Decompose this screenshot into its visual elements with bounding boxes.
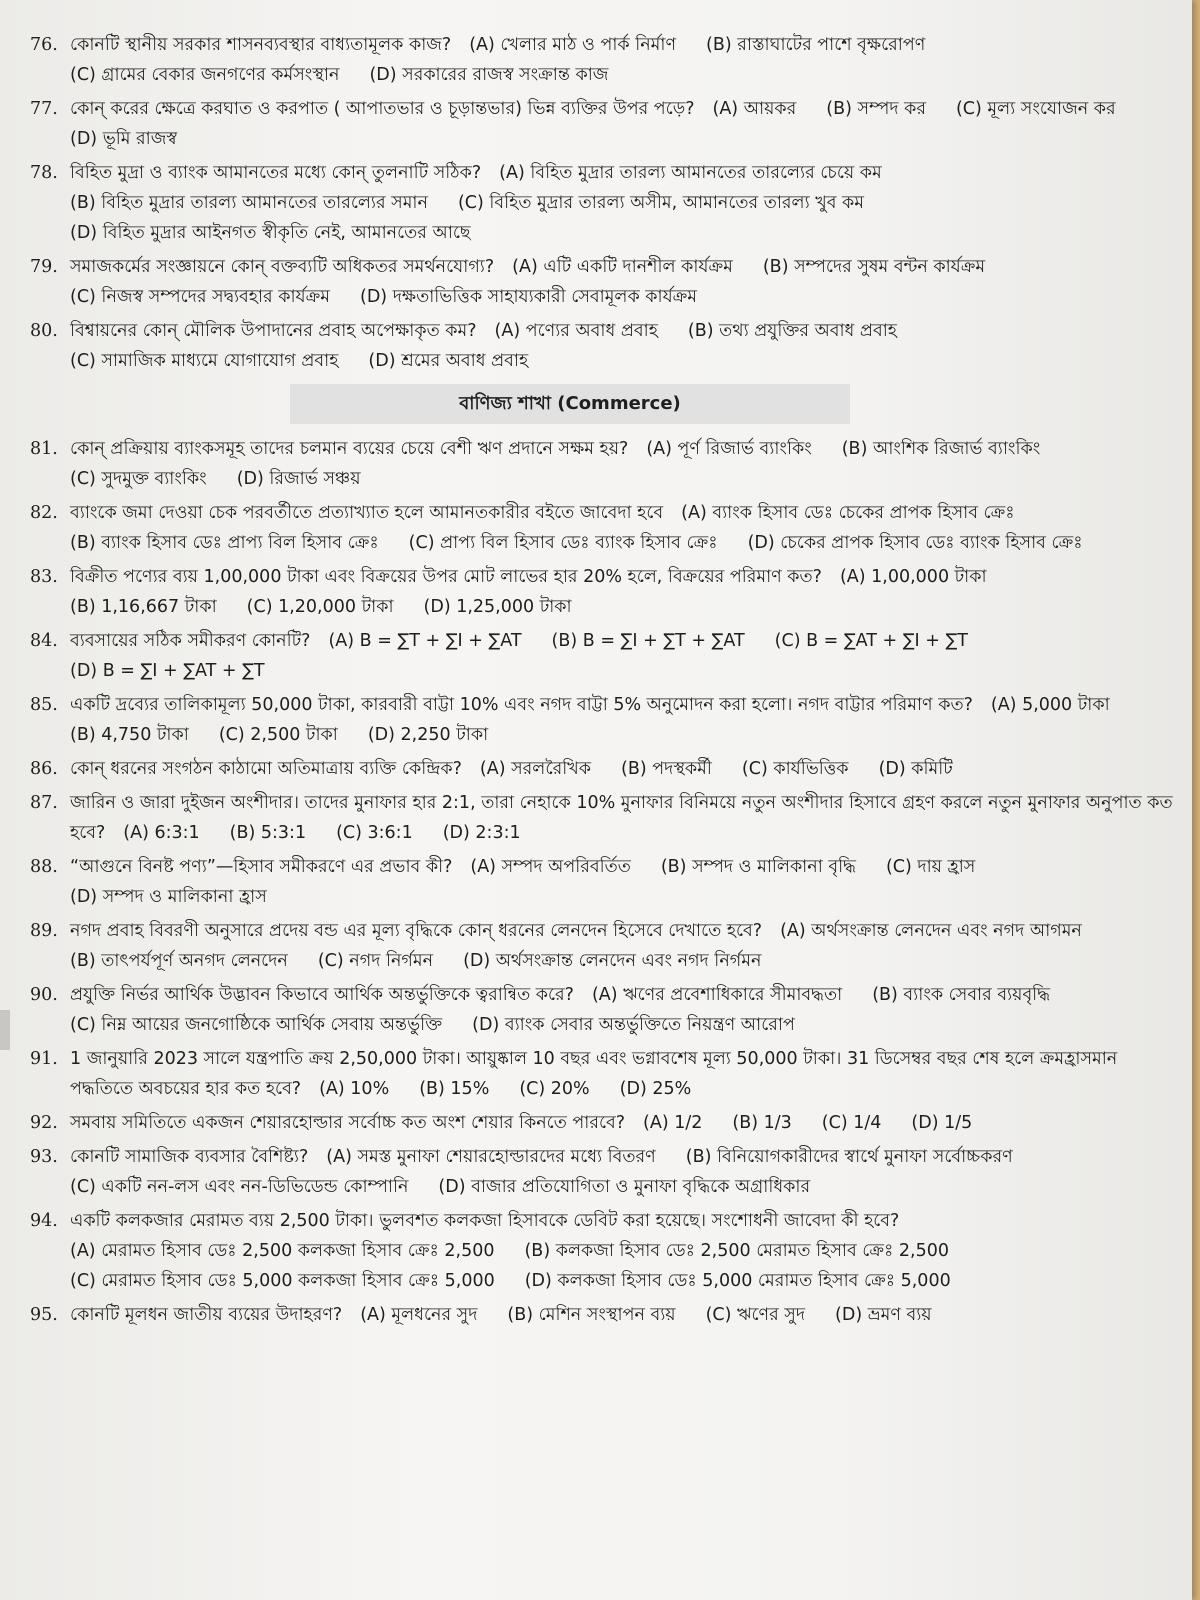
answer-option: (C) মেরামত হিসাব ডেঃ 5,000 কলকজা হিসাব ক্রেঃ 5,000 xyxy=(70,1271,495,1291)
answer-option: (D) 1/5 xyxy=(911,1113,973,1133)
answer-option: (A) B = ∑T + ∑I + ∑AT xyxy=(328,631,522,651)
answer-option: (C) দায় হ্রাস xyxy=(885,857,976,877)
question-77 xyxy=(30,94,1185,154)
answer-option: (A) সম্পদ অপরিবর্তিত xyxy=(470,857,631,877)
question-stem: জারিন ও জারা দুইজন অংশীদার। তাদের মুনাফার হার 2:1, তারা নেহাকে 10% মুনাফার বিনিময়ে নতুন অংশীদার হিসাবে গ্রহণ করলে নতুন মুনাফার অনুপাত কত হবে? xyxy=(70,793,1173,843)
answer-option: (C) বিহিত মুদ্রার তারল্য অসীম, আমানতের তারল্য খুব কম xyxy=(457,193,864,213)
answer-option: (C) নগদ নির্গমন xyxy=(317,951,434,971)
answer-option: (A) মূলধনের সুদ xyxy=(360,1305,478,1325)
answer-option: (A) 5,000 টাকা xyxy=(990,695,1110,715)
answer-option: (C) কার্যভিত্তিক xyxy=(741,759,849,779)
question-number: 88. xyxy=(30,857,58,877)
answer-option: (C) একটি নন-লস এবং নন-ডিভিডেন্ড কোম্পানি xyxy=(70,1177,409,1197)
paper-fold-mark xyxy=(0,1010,10,1050)
question-number: 84. xyxy=(30,631,58,651)
question-83 xyxy=(30,562,1185,622)
answer-option: (B) ব্যাংক সেবার ব্যয়বৃদ্ধি xyxy=(872,985,1051,1005)
answer-option: (D) সম্পদ ও মালিকানা হ্রাস xyxy=(70,887,267,907)
question-stem: সমাজকর্মের সংজ্ঞায়নে কোন্ বক্তব্যটি অধিকতর সমর্থনযোগ্য? xyxy=(70,257,495,277)
question-stem: একটি কলকজার মেরামত ব্যয় 2,500 টাকা। ভুলবশত কলকজা হিসাবকে ডেবিট করা হয়েছে। সংশোধনী জাবেদা কী হবে? xyxy=(70,1211,900,1231)
question-94 xyxy=(30,1206,1185,1296)
answer-option: (D) 25% xyxy=(619,1079,692,1099)
answer-option: (D) অর্থসংক্রান্ত লেনদেন এবং নগদ নির্গমন xyxy=(463,951,762,971)
question-stem: কোন্ প্রক্রিয়ায় ব্যাংকসমূহ তাদের চলমান ব্যয়ের চেয়ে বেশী ঋণ প্রদানে সক্ষম হয়? xyxy=(70,439,629,459)
answer-option: (B) 1,16,667 টাকা xyxy=(70,597,217,617)
answer-option: (A) মেরামত হিসাব ডেঃ 2,500 কলকজা হিসাব ক্রেঃ 2,500 xyxy=(70,1241,495,1261)
answer-option: (C) সুদমুক্ত ব্যাংকিং xyxy=(70,469,207,489)
answer-option: (C) 20% xyxy=(519,1079,590,1099)
answer-option: (C) প্রাপ্য বিল হিসাব ডেঃ ব্যাংক হিসাব ক্রেঃ xyxy=(408,533,718,553)
question-number: 77. xyxy=(30,99,58,119)
answer-option: (B) B = ∑I + ∑T + ∑AT xyxy=(551,631,745,651)
answer-option: (B) বিনিয়োগকারীদের স্বার্থে মুনাফা সর্বোচ্চকরণ xyxy=(685,1147,1013,1167)
answer-option: (D) ভূমি রাজস্ব xyxy=(70,129,178,149)
question-number: 86. xyxy=(30,759,58,779)
answer-option: (D) 2,250 টাকা xyxy=(367,725,489,745)
question-stem: “আগুনে বিনষ্ট পণ্য”—হিসাব সমীকরণে এর প্রভাব কী? xyxy=(70,857,453,877)
answer-option: (D) 1,25,000 টাকা xyxy=(423,597,572,617)
answer-option: (D) সরকারের রাজস্ব সংক্রান্ত কাজ xyxy=(369,65,609,85)
answer-option: (D) রিজার্ভ সঞ্চয় xyxy=(236,469,361,489)
answer-option: (D) বাজার প্রতিযোগিতা ও মুনাফা বৃদ্ধিকে অগ্রাধিকার xyxy=(438,1177,811,1197)
answer-option: (C) নিম্ন আয়ের জনগোষ্ঠিকে আর্থিক সেবায় অন্তর্ভুক্তি xyxy=(70,1015,443,1035)
question-stem: কোনটি সামাজিক ব্যবসার বৈশিষ্ট্য? xyxy=(70,1147,309,1167)
question-89 xyxy=(30,916,1185,976)
question-stem: প্রযুক্তি নির্ভর আর্থিক উদ্ভাবন কিভাবে আর্থিক অন্তর্ভুক্তিকে ত্বরান্বিত করে? xyxy=(70,985,574,1005)
answer-option: (B) মেশিন সংস্থাপন ব্যয় xyxy=(507,1305,676,1325)
question-stem: বিশ্বায়নের কোন্ মৌলিক উপাদানের প্রবাহ অপেক্ষাকৃত কম? xyxy=(70,321,477,341)
answer-option: (B) সম্পদ ও মালিকানা বৃদ্ধি xyxy=(660,857,856,877)
question-number: 87. xyxy=(30,793,58,813)
answer-option: (A) পণ্যের অবাধ প্রবাহ xyxy=(494,321,658,341)
question-number: 95. xyxy=(30,1305,58,1325)
question-stem: বিহিত মুদ্রা ও ব্যাংক আমানতের মধ্যে কোন্ তুলনাটি সঠিক? xyxy=(70,163,482,183)
answer-option: (D) B = ∑I + ∑AT + ∑T xyxy=(70,661,265,681)
answer-option: (A) খেলার মাঠ ও পার্ক নির্মাণ xyxy=(469,35,677,55)
answer-option: (D) কলকজা হিসাব ডেঃ 5,000 মেরামত হিসাব ক্রেঃ 5,000 xyxy=(524,1271,951,1291)
question-number: 82. xyxy=(30,503,58,523)
answer-option: (B) আংশিক রিজার্ভ ব্যাংকিং xyxy=(841,439,1041,459)
question-paper xyxy=(30,30,1185,1334)
answer-option: (B) তাৎপর্যপূর্ণ অনগদ লেনদেন xyxy=(70,951,288,971)
answer-option: (D) ব্যাংক সেবার অন্তর্ভুক্তিতে নিয়ন্ত্রণ আরোপ xyxy=(472,1015,795,1035)
answer-option: (B) তথ্য প্রযুক্তির অবাধ প্রবাহ xyxy=(687,321,897,341)
answer-option: (D) শ্রমের অবাধ প্রবাহ xyxy=(368,351,529,371)
question-number: 91. xyxy=(30,1049,58,1069)
question-stem: নগদ প্রবাহ বিবরণী অনুসারে প্রদেয় বন্ড এর মূল্য বৃদ্ধিকে কোন্ ধরনের লেনদেন হিসেবে দেখাতে হবে? xyxy=(70,921,763,941)
question-stem: 1 জানুয়ারি 2023 সালে যন্ত্রপাতি ক্রয় 2,50,000 টাকা। আয়ুষ্কাল 10 বছর এবং ভগ্নাবশেষ মূল্য 50,000 টাকা। 31 ডিসেম্বর বছর শেষ হলে ক্রমহ্রাসমান পদ্ধতিতে অবচয়ের হার কত হবে? xyxy=(70,1049,1118,1099)
question-79 xyxy=(30,252,1185,312)
question-76 xyxy=(30,30,1185,90)
question-number: 79. xyxy=(30,257,58,277)
question-stem: সমবায় সমিতিতে একজন শেয়ারহোল্ডার সর্বোচ্চ কত অংশ শেয়ার কিনতে পারবে? xyxy=(70,1113,626,1133)
answer-option: (C) 3:6:1 xyxy=(336,823,413,843)
question-92 xyxy=(30,1108,1185,1138)
answer-option: (B) 15% xyxy=(419,1079,490,1099)
answer-option: (B) 1/3 xyxy=(732,1113,792,1133)
question-stem: ব্যাংকে জমা দেওয়া চেক পরবর্তীতে প্রত্যাখ্যাত হলে আমানতকারীর বইতে জাবেদা হবে xyxy=(70,503,664,523)
answer-option: (A) ঋণের প্রবেশাধিকারে সীমাবদ্ধতা xyxy=(591,985,843,1005)
answer-option: (A) 10% xyxy=(319,1079,390,1099)
answer-option: (D) 2:3:1 xyxy=(442,823,521,843)
answer-option: (A) সমস্ত মুনাফা শেয়ারহোল্ডারদের মধ্যে বিতরণ xyxy=(326,1147,656,1167)
question-90 xyxy=(30,980,1185,1040)
question-78 xyxy=(30,158,1185,248)
question-stem: একটি দ্রব্যের তালিকামূল্য 50,000 টাকা, কারবারী বাট্টা 10% এবং নগদ বাট্টা 5% অনুমোদন করা হলো। নগদ বাট্টার পরিমাণ কত? xyxy=(70,695,973,715)
answer-option: (A) এটি একটি দানশীল কার্যক্রম xyxy=(512,257,733,277)
answer-option: (A) অর্থসংক্রান্ত লেনদেন এবং নগদ আগমন xyxy=(780,921,1082,941)
question-84 xyxy=(30,626,1185,686)
answer-option: (B) সম্পদ কর xyxy=(826,99,926,119)
answer-option: (C) ঋণের সুদ xyxy=(705,1305,806,1325)
question-number: 83. xyxy=(30,567,58,587)
question-stem: কোন্ ধরনের সংগঠন কাঠামো অতিমাত্রায় ব্যক্তি কেন্দ্রিক? xyxy=(70,759,462,779)
answer-option: (B) বিহিত মুদ্রার তারল্য আমানতের তারল্যের সমান xyxy=(70,193,428,213)
answer-option: (D) ভ্রমণ ব্যয় xyxy=(835,1305,932,1325)
question-91 xyxy=(30,1044,1185,1104)
answer-option: (B) রাস্তাঘাটের পাশে বৃক্ষরোপণ xyxy=(706,35,926,55)
answer-option: (B) 5:3:1 xyxy=(229,823,307,843)
question-stem: ব্যবসায়ের সঠিক সমীকরণ কোনটি? xyxy=(70,631,311,651)
answer-option: (B) সম্পদের সুষম বন্টন কার্যক্রম xyxy=(762,257,986,277)
question-number: 93. xyxy=(30,1147,58,1167)
answer-option: (C) 1/4 xyxy=(821,1113,882,1133)
questions-76-80 xyxy=(30,30,1185,376)
question-stem: কোন্ করের ক্ষেত্রে করঘাত ও করপাত ( আপাতভার ও চূড়ান্তভার) ভিন্ন ব্যক্তির উপর পড়ে? xyxy=(70,99,695,119)
question-number: 80. xyxy=(30,321,58,341)
answer-option: (D) দক্ষতাভিত্তিক সাহায্যকারী সেবামূলক কার্যক্রম xyxy=(360,287,698,307)
answer-option: (D) চেকের প্রাপক হিসাব ডেঃ ব্যাংক হিসাব ক্রেঃ xyxy=(747,533,1083,553)
answer-option: (A) ব্যাংক হিসাব ডেঃ চেকের প্রাপক হিসাব ক্রেঃ xyxy=(681,503,1015,523)
answer-option: (C) সামাজিক মাধ্যমে যোগাযোগ প্রবাহ xyxy=(70,351,339,371)
answer-option: (C) নিজস্ব সম্পদের সদ্ব্যবহার কার্যক্রম xyxy=(70,287,330,307)
question-82 xyxy=(30,498,1185,558)
question-number: 89. xyxy=(30,921,58,941)
answer-option: (C) মূল্য সংযোজন কর xyxy=(955,99,1116,119)
question-number: 94. xyxy=(30,1211,58,1231)
answer-option: (A) 6:3:1 xyxy=(123,823,200,843)
question-stem: কোনটি মূলধন জাতীয় ব্যয়ের উদাহরণ? xyxy=(70,1305,343,1325)
question-stem: কোনটি স্থানীয় সরকার শাসনব্যবস্থার বাধ্যতামূলক কাজ? xyxy=(70,35,452,55)
answer-option: (B) পদস্থকর্মী xyxy=(621,759,712,779)
question-number: 90. xyxy=(30,985,58,1005)
answer-option: (A) 1,00,000 টাকা xyxy=(839,567,987,587)
answer-option: (B) কলকজা হিসাব ডেঃ 2,500 মেরামত হিসাব ক্রেঃ 2,500 xyxy=(524,1241,949,1261)
answer-option: (A) 1/2 xyxy=(643,1113,703,1133)
answer-option: (A) সরলরৈখিক xyxy=(479,759,592,779)
question-stem: বিক্রীত পণ্যের ব্যয় 1,00,000 টাকা এবং বিক্রয়ের উপর মোট লাভের হার 20% হলে, বিক্রয়ের পরিমাণ কত? xyxy=(70,567,822,587)
answer-option: (A) পূর্ণ রিজার্ভ ব্যাংকিং xyxy=(646,439,812,459)
answer-option: (C) 2,500 টাকা xyxy=(218,725,338,745)
question-86 xyxy=(30,754,1185,784)
question-number: 81. xyxy=(30,439,58,459)
answer-option: (A) আয়কর xyxy=(712,99,797,119)
answer-option: (C) গ্রামের বেকার জনগণের কর্মসংস্থান xyxy=(70,65,340,85)
question-number: 85. xyxy=(30,695,58,715)
question-81 xyxy=(30,434,1185,494)
answer-option: (D) বিহিত মুদ্রার আইনগত স্বীকৃতি নেই, আমানতের আছে xyxy=(70,223,471,243)
question-number: 92. xyxy=(30,1113,58,1133)
question-87 xyxy=(30,788,1185,848)
question-number: 76. xyxy=(30,35,58,55)
answer-option: (B) 4,750 টাকা xyxy=(70,725,189,745)
question-88 xyxy=(30,852,1185,912)
answer-option: (A) বিহিত মুদ্রার তারল্য আমানতের তারল্যের চেয়ে কম xyxy=(499,163,882,183)
answer-option: (C) B = ∑AT + ∑I + ∑T xyxy=(774,631,968,651)
section-heading: বাণিজ্য শাখা (Commerce) xyxy=(290,384,850,424)
answer-option: (D) কমিটি xyxy=(878,759,953,779)
question-85 xyxy=(30,690,1185,750)
answer-option: (B) ব্যাংক হিসাব ডেঃ প্রাপ্য বিল হিসাব ক্রেঃ xyxy=(70,533,379,553)
question-80 xyxy=(30,316,1185,376)
questions-81-95 xyxy=(30,434,1185,1330)
answer-option: (C) 1,20,000 টাকা xyxy=(246,597,394,617)
question-93 xyxy=(30,1142,1185,1202)
question-95 xyxy=(30,1300,1185,1330)
question-number: 78. xyxy=(30,163,58,183)
